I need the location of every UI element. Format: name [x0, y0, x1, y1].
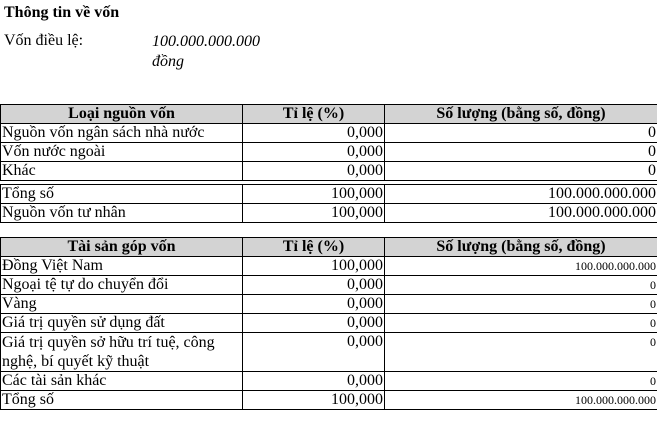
- charter-capital-unit: đồng: [152, 53, 184, 70]
- asset-ratio: 0,000: [243, 276, 385, 295]
- total-ratio: 100,000: [243, 391, 385, 410]
- source-name: Nguồn vốn ngân sách nhà nước: [1, 124, 243, 143]
- source-amount: 0: [385, 143, 657, 162]
- source-ratio: 0,000: [243, 124, 385, 143]
- section-title: Thông tin về vốn: [4, 4, 120, 21]
- asset-amount: 100.000.000.000: [385, 257, 657, 276]
- private-capital-row: [1, 204, 657, 223]
- total-ratio: 100,000: [243, 185, 385, 204]
- column-header-amount: Số lượng (bằng số, đồng): [385, 238, 657, 257]
- total-amount: 100.000.000.000: [385, 391, 657, 410]
- table-row: [1, 124, 657, 143]
- table-row: [1, 314, 657, 333]
- table-row: [1, 295, 657, 314]
- asset-name: Vàng: [1, 295, 243, 314]
- table-row: [1, 143, 657, 162]
- asset-name: Đồng Việt Nam: [1, 257, 243, 276]
- table-header-row: [1, 238, 657, 257]
- column-header-ratio: Tỉ lệ (%): [243, 238, 385, 257]
- asset-ratio: 0,000: [243, 372, 385, 391]
- asset-ratio: 0,000: [243, 314, 385, 333]
- asset-amount: 0: [385, 295, 657, 314]
- asset-name: Giá trị quyền sở hữu trí tuệ, công nghệ, bí quyết kỹ thuật: [1, 333, 243, 372]
- asset-name: Các tài sản khác: [1, 372, 243, 391]
- column-header-asset-type: Tài sản góp vốn: [1, 238, 243, 257]
- column-header-amount: Số lượng (bằng số, đồng): [385, 105, 657, 124]
- asset-amount: 0: [385, 372, 657, 391]
- table-header-row: [1, 105, 657, 124]
- table-row: [1, 372, 657, 391]
- column-header-ratio: Tỉ lệ (%): [243, 105, 385, 124]
- column-header-source-type: Loại nguồn vốn: [1, 105, 243, 124]
- asset-ratio: 0,000: [243, 295, 385, 314]
- source-ratio: 0,000: [243, 162, 385, 181]
- table-row: [1, 333, 657, 372]
- total-row: [1, 185, 657, 204]
- private-capital-ratio: 100,000: [243, 204, 385, 223]
- charter-capital-value: [152, 32, 292, 72]
- total-label: Tổng số: [1, 391, 243, 410]
- total-label: Tổng số: [1, 185, 243, 204]
- private-capital-label: Nguồn vốn tư nhân: [1, 204, 243, 223]
- asset-name: Ngoại tệ tự do chuyển đổi: [1, 276, 243, 295]
- asset-name: Giá trị quyền sử dụng đất: [1, 314, 243, 333]
- charter-capital-label: Vốn điều lệ:: [4, 32, 84, 49]
- source-ratio: 0,000: [243, 143, 385, 162]
- charter-capital-amount: 100.000.000.000: [152, 33, 260, 50]
- source-name: Vốn nước ngoài: [1, 143, 243, 162]
- source-amount: 0: [385, 124, 657, 143]
- table-row: [1, 276, 657, 295]
- contributed-assets-table: [0, 237, 657, 410]
- asset-ratio: 100,000: [243, 257, 385, 276]
- asset-amount: 0: [385, 314, 657, 333]
- asset-amount: 0: [385, 333, 657, 372]
- table-row: [1, 162, 657, 181]
- private-capital-amount: 100.000.000.000: [385, 204, 657, 223]
- total-row: [1, 391, 657, 410]
- total-amount: 100.000.000.000: [385, 185, 657, 204]
- capital-sources-table: [0, 104, 657, 223]
- asset-ratio: 0,000: [243, 333, 385, 372]
- source-amount: 0: [385, 162, 657, 181]
- source-name: Khác: [1, 162, 243, 181]
- asset-amount: 0: [385, 276, 657, 295]
- table-row: [1, 257, 657, 276]
